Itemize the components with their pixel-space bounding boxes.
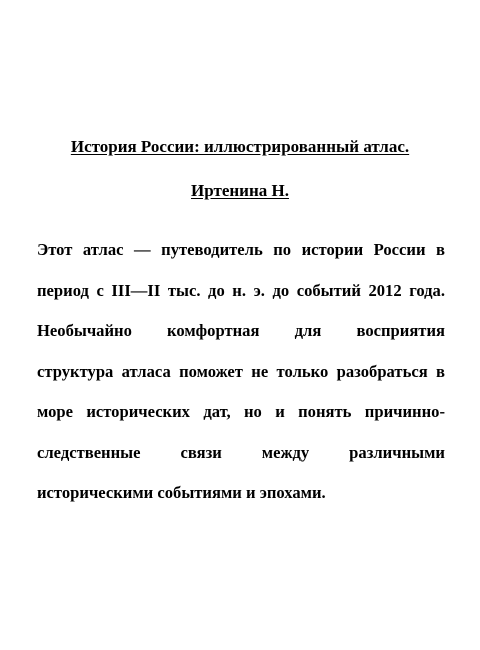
book-title: История России: иллюстрированный атлас.: [70, 137, 410, 156]
book-author: Иртенина Н.: [191, 181, 289, 200]
description-line: следственные связи между различными: [37, 442, 445, 462]
description-line: Этот атлас — путеводитель по истории России в: [37, 240, 445, 259]
book-description: [37, 230, 445, 514]
description-line: период с III—II тыс. до н. э. до событий 2012 года.: [37, 280, 445, 300]
description-line: Необычайно комфортная для восприятия: [37, 321, 445, 340]
description-line: море исторических дат, но и понять причинно-: [37, 402, 445, 421]
description-line: историческими событиями и эпохами.: [37, 483, 326, 502]
description-line: структура атласа поможет не только разобраться в: [37, 361, 445, 381]
